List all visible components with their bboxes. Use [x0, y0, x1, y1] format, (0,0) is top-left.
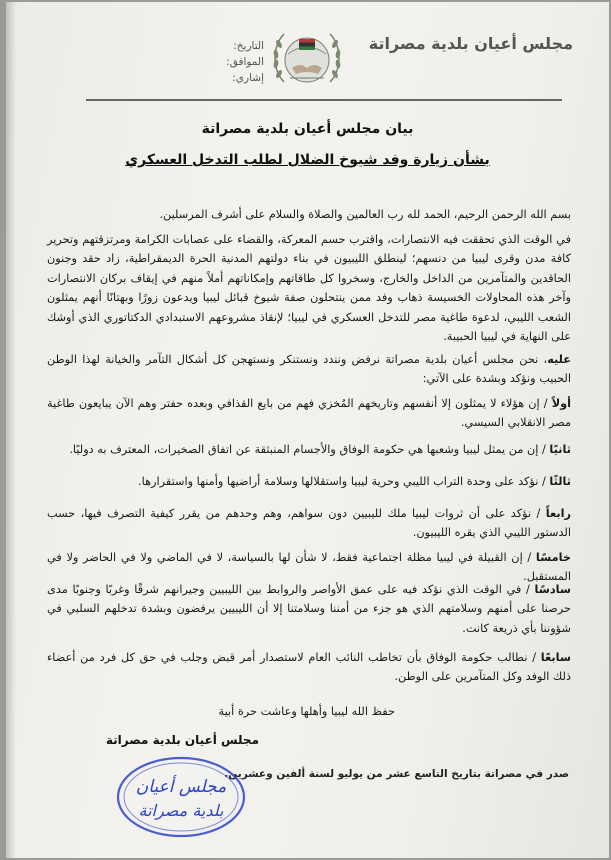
- point-paragraph: [47, 440, 571, 459]
- point-text: / في الوقت الذي نؤكد فيه على عمق الأواصر والروابط بين الليبيين وجيرانهم شرقًا وغربًا وجنوبًا مدى حرصنا على أمنهم وسلامتهم الذي هو جزء من أمننا وسلامتنا إلا أن الليبيين يرفضون وبشدة تدخلهم السلبي في شؤوننا بأي ذريعة كانت.: [47, 583, 571, 635]
- point-text: / نؤكد على أن ثروات ليبيا ملك لليبيين دون سواهم، وهم وحدهم من يقرر كيفية التصرف فيها، حسب الدستور الليبي الذي يقره الليبيون.: [47, 507, 571, 540]
- letterhead-meta: [144, 38, 264, 86]
- point-lead: سابعًا: [540, 651, 571, 664]
- point-text: / إن هؤلاء لا يمثلون إلا أنفسهم وتاريخهم المُخزي فهم من بايع القذافي وبعده حفتر وهم الآن يبايعون طاغية مصر الانقلابي السيسي.: [47, 397, 571, 430]
- council-stamp: [114, 754, 248, 840]
- stamp-line-1: مجلس أعيان: [135, 777, 227, 797]
- statement-subtitle: بشأن زيارة وفد شيوخ الضلال لطلب التدخل العسكري: [125, 152, 490, 168]
- stamp-line-2: بلدية مصراتة: [138, 801, 224, 820]
- letterhead-council-name: مجلس أعيان بلدية مصراتة: [368, 34, 573, 53]
- closing-line: حفظ الله ليبيا وأهلها وعاشت حرة أبية: [218, 705, 395, 718]
- letter-page: [6, 2, 609, 858]
- date-label: التاريخ:: [233, 40, 264, 52]
- point-text: / نطالب حكومة الوفاق بأن تخاطب النائب العام لاستصدار أمر قبض وجلب في حق كل فرد من أعضاء ذلك الوفد وكل المتآمرين على الوطن.: [47, 651, 571, 684]
- header-divider: [86, 99, 562, 101]
- corresponding-date-label: الموافق:: [226, 56, 264, 68]
- point-text: / إن من يمثل ليبيا وشعبها هي حكومة الوفاق والأجسام المنبثقة عن اتفاق الصخيرات، المعترف به دوليًا.: [69, 443, 550, 456]
- council-emblem-icon: [268, 24, 346, 92]
- point-lead: ثانيًا: [549, 443, 571, 456]
- statement-title: بيان مجلس أعيان بلدية مصراتة: [201, 121, 414, 137]
- intro-paragraph: في الوقت الذي تحققت فيه الانتصارات، واقترب حسم المعركة، والقضاء على عصابات الكرامة ومرتزقتهم وتحرير كافة مدن وقرى ليبيا من دنسهم؛ لينطلق الليبيون في بناء دولتهم المدنية الحرة الديمقراطية، زاد حقد وجنون الحاقدين والمتآمرين من الداخل والخارج، وسخروا كل طاقاتهم وإمكاناتهم أملاً منهم في إيقاف بركان الانتصارات وآخر هذه المحاولات الخسيسة ذهاب وفد ممن ينتحلون صفة شيوخ قبائل ليبيا ويدعون زورًا وبهتانًا أنهم يمثلون الشعب الليبي، لدعوة طاغية مصر للتدخل العسكري في ليبيا؛ لإنقاذ مشروعهم الاستبدادي الدكتاتوري الذي أوشك على النهاية في ليبيا الحبيبة.: [47, 233, 571, 344]
- signatory-name: مجلس أعيان بلدية مصراتة: [105, 733, 259, 747]
- point-paragraph: [47, 648, 571, 687]
- issue-date-line: صدر في مصراتة بتاريخ التاسع عشر من يوليو لسنة ألفين وعشرين.: [224, 768, 569, 780]
- point-lead: أولاً: [551, 397, 571, 410]
- point-text: / إن القبيلة في ليبيا مظلة اجتماعية فقط، لا شأن لها بالسياسة، لا في الماضي ولا في الحاضر ولا في المستقبل.: [47, 551, 571, 584]
- point-paragraph: [47, 504, 571, 543]
- point-paragraph: [47, 394, 571, 433]
- point-lead: سادسًا: [534, 583, 571, 596]
- point-paragraph: [47, 472, 571, 491]
- opening-line: بسم الله الرحمن الرحيم، الحمد لله رب العالمين والصلاة والسلام على أشرف المرسلين.: [159, 208, 571, 221]
- point-paragraph: [47, 580, 571, 638]
- point-lead: خامسًا: [535, 551, 571, 564]
- reference-label: إشاري:: [232, 72, 264, 84]
- point-text: ، نحن مجلس أعيان بلدية مصراتة نرفض ونندد ونستنكر ونستهجن كل أشكال التآمر والخيانة لهذا الوطن الحبيب ونؤكد وبشدة على الآتي:: [47, 353, 571, 386]
- point-text: / نؤكد على وحدة التراب الليبي وحرية ليبيا واستقلالها وسلامة أراضيها وأمنها واستقرارها.: [138, 475, 550, 488]
- point-lead: ثالثًا: [549, 475, 571, 488]
- point-paragraph: [47, 350, 571, 389]
- point-lead: عليه: [547, 353, 571, 366]
- point-lead: رابعاً: [545, 507, 571, 520]
